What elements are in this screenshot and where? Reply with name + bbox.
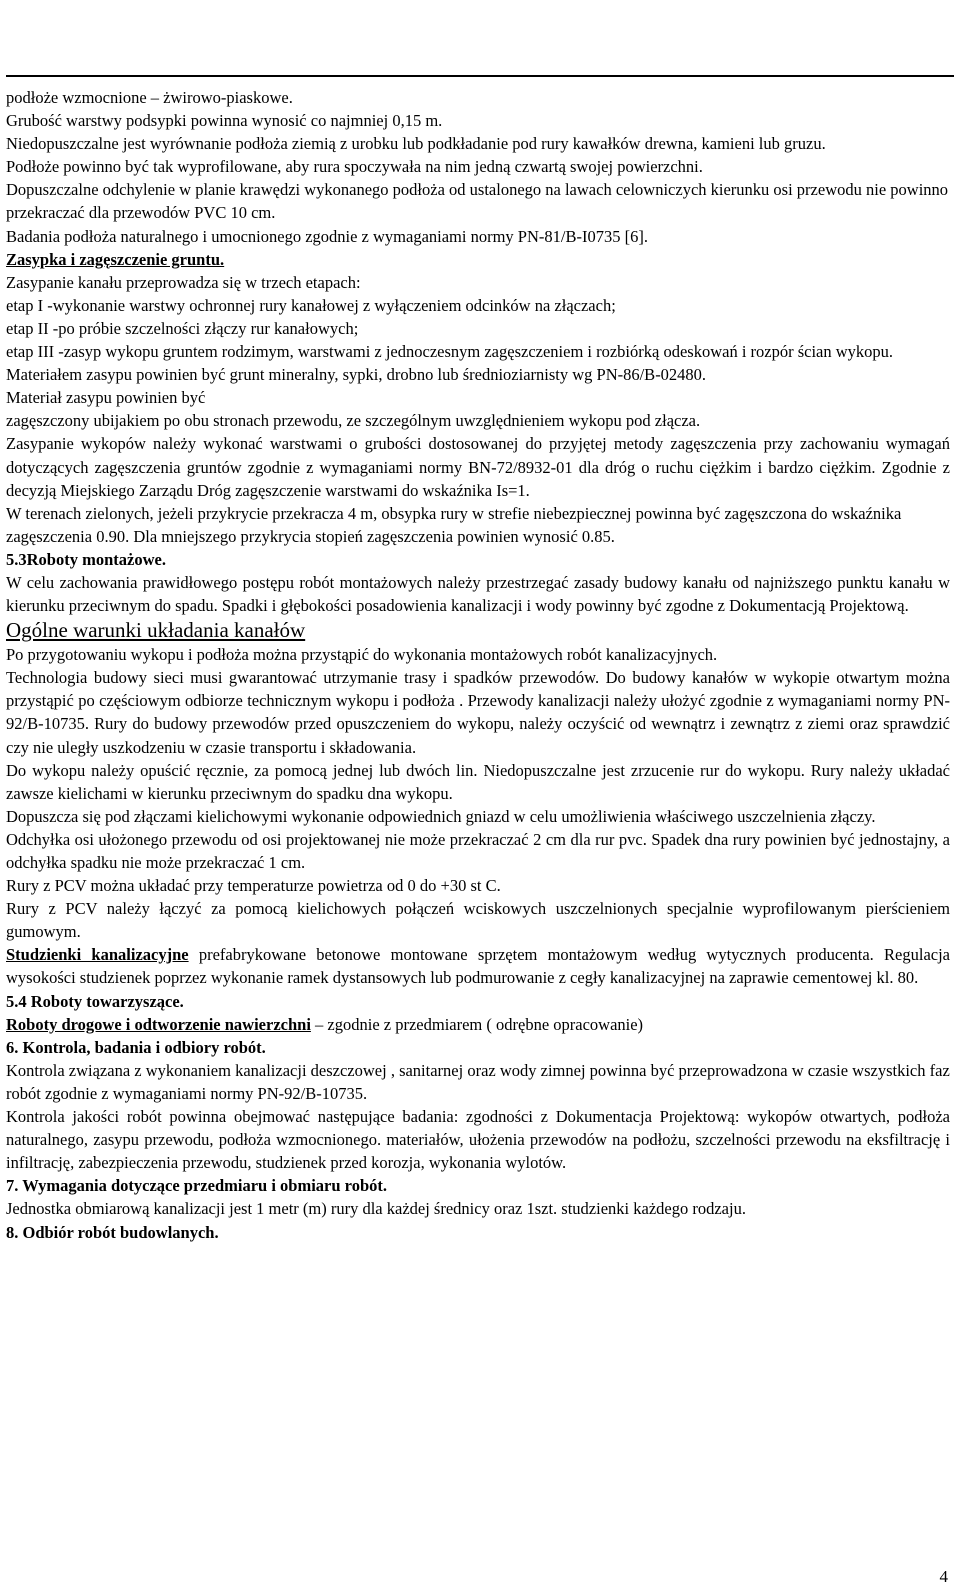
paragraph: Kontrola jakości robót powinna obejmować następujące badania: zgodności z Dokumentacja Projektową: wykopów otwartych, podłoża naturalnego, zasypu przewodu, podłoża wzmocnionego. materiałów, ułożenia przewodów na podłożu, szczelności przewodu na eksfiltrację i infiltrację, zabezpieczenia przewodu, studzienek przed korozja, wykonania wylotów. <box>6 1107 950 1173</box>
roboty-drogowe-text: – zgodnie z przedmiarem ( odrębne opracowanie) <box>310 1014 644 1034</box>
paragraph: W terenach zielonych, jeżeli przykrycie przekracza 4 m, obsypka rury w strefie niebezpiecznej powinna być zagęszczona do wskaźnika zagęszczenia 0.90. Dla mniejszego przykrycia stopień zagęszczenia powinien wynosić 0.85. <box>6 503 902 546</box>
roboty-drogowe-lead: Roboty drogowe i odtworzenie nawierzchni <box>6 1014 311 1034</box>
document-body <box>6 86 950 1244</box>
paragraph: Materiałem zasypu powinien być grunt mineralny, sypki, drobno lub średnioziarnisty wg PN-86/B-02480. <box>6 365 707 385</box>
paragraph-studzienki <box>6 943 950 989</box>
section-heading-5-3: 5.3Roboty montażowe. <box>6 549 166 569</box>
section-heading-7: 7. Wymagania dotyczące przedmiaru i obmiaru robót. <box>6 1176 387 1196</box>
section-heading-zasypka: Zasypka i zagęszczenie gruntu. <box>6 249 225 269</box>
paragraph: Zasypanie wykopów należy wykonać warstwami o grubości dostosowanej do przyjętej metody zagęszczenia przy zachowaniu wymagań dotyczących zagęszczenia gruntów zgodnie z wymaganiami normy BN-72/8932-01 dla dróg o ruchu ciężkim i bardzo ciężkim. Zgodnie z decyzją Miejskiego Zarządu Dróg zagęszczenie warstwami do wskaźnika Is=1. <box>6 434 950 500</box>
paragraph: Podłoże powinno być tak wyprofilowane, aby rura spoczywała na nim jedną czwartą swojej powierzchni. <box>6 157 703 177</box>
paragraph: Odchyłka osi ułożonego przewodu od osi projektowanej nie może przekraczać 2 cm dla rur pvc. Spadek dna rury powinien być jednostajny, a odchyłka spadku nie może przekraczać 1 cm. <box>6 829 950 872</box>
header-line-1: PRZEDSZKOLE NR 19, UL. HARCERSKA 4 W GDYNI <box>285 0 675 19</box>
paragraph-roboty-drogowe <box>6 1013 950 1036</box>
paragraph: Kontrola związana z wykonaniem kanalizacji deszczowej , sanitarnej oraz wody zimnej powinna być przeprowadzona w czasie wszystkich faz robót zgodnie z wymaganiami normy PN-92/B-10735. <box>6 1060 950 1103</box>
header-rule <box>6 75 954 77</box>
studzienki-text: prefabrykowane betonowe montowane sprzętem montażowym według wytycznych producenta. Regulacja wysokości studzienek poprzez wykonanie ramek dystansowych lub podmurowanie z cegły kanalizacyjnej na zaprawie cementowej kl. 80. <box>6 945 950 988</box>
section-heading-6: 6. Kontrola, badania i odbiory robót. <box>6 1037 266 1057</box>
page-number: 4 <box>939 1567 948 1586</box>
paragraph: Do wykopu należy opuścić ręcznie, za pomocą jednej lub dwóch lin. Niedopuszczalne jest zrzucenie rur do wykopu. Rury należy układać zawsze kielichami w kierunku przeciwnym do spadku dna wykopu. <box>6 760 950 803</box>
paragraph: podłoże wzmocnione – żwirowo-piaskowe. <box>6 88 293 107</box>
section-heading-5-4: 5.4 Roboty towarzyszące. <box>6 991 184 1011</box>
paragraph: Zasypanie kanału przeprowadza się w trzech etapach: <box>6 272 361 292</box>
paragraph: Niedopuszczalne jest wyrównanie podłoża ziemią z urobku lub podkładanie pod rury kawałków drewna, kamieni lub gruzu. <box>6 134 826 154</box>
paragraph: Rury z PCV można układać przy temperaturze powietrza od 0 do +30 st C. <box>6 876 501 896</box>
header-line-2: ODPROWADZENIE WÓD OPADOWYCH Z TERENU PRZEDSZKOLA NR 19 W GDYNI <box>169 20 791 39</box>
section-heading-ogolne-warunki: Ogólne warunki układania kanałów <box>6 618 306 643</box>
paragraph: Grubość warstwy podsypki powinna wynosić co najmniej 0,15 m. <box>6 111 443 131</box>
paragraph: etap I -wykonanie warstwy ochronnej rury kanałowej z wyłączeniem odcinków na złączach; <box>6 295 616 315</box>
paragraph: Technologia budowy sieci musi gwarantować utrzymanie trasy i spadków przewodów. Do budowy kanałów w wykopie otwartym można przystąpić po częściowym odbiorze technicznym wykopu i podłoża . Przewody kanalizacji należy ułożyć zgodnie z wymaganiami normy PN-92/B-10735. Rury do budowy przewodów przed opuszczeniem do wykopu, należy oczyścić od wewnątrz i zewnątrz z ziemi oraz sprawdzić czy nie uległy uszkodzeniu w czasie transportu i składowania. <box>6 668 950 757</box>
paragraph: Dopuszczalne odchylenie w planie krawędzi wykonanego podłoża od ustalonego na lawach celowniczych kierunku osi przewodu nie powinno przekraczać dla przewodów PVC 10 cm. <box>6 180 949 223</box>
studzienki-lead: Studzienki kanalizacyjne <box>6 945 189 965</box>
header-line-3: (Rozdział kanalizacji sanitarnej od kanalizacji deszczowej) <box>285 40 675 59</box>
paragraph: Badania podłoża naturalnego i umocnionego zgodnie z wymaganiami normy PN-81/B-I0735 [6]. <box>6 226 648 246</box>
paragraph: Dopuszcza się pod złączami kielichowymi wykonanie odpowiednich gniazd w celu umożliwienia właściwego uszczelnienia złączy. <box>6 806 876 826</box>
paragraph: Materiał zasypu powinien być <box>6 388 206 408</box>
section-heading-8: 8. Odbiór robót budowlanych. <box>6 1222 219 1242</box>
paragraph: Jednostka obmiarową kanalizacji jest 1 metr (m) rury dla każdej średnicy oraz 1szt. studzienki każdego rodzaju. <box>6 1199 746 1219</box>
page-header <box>0 0 960 70</box>
paragraph: etap II -po próbie szczelności złączy rur kanałowych; <box>6 318 359 338</box>
paragraph: zagęszczony ubijakiem po obu stronach przewodu, ze szczególnym uwzględnieniem wykopu pod złącza. <box>6 411 701 431</box>
paragraph: Rury z PCV należy łączyć za pomocą kielichowych połączeń wciskowych uszczelnionych specjalnie wyprofilowanym pierścieniem gumowym. <box>6 899 950 942</box>
paragraph: W celu zachowania prawidłowego postępu robót montażowych należy przestrzegać zasady budowy kanału od najniższego punktu kanału w kierunku przeciwnym do spadu. Spadki i głębokości posadowienia kanalizacji i wody powinny być zgodne z Dokumentacją Projektową. <box>6 572 950 616</box>
paragraph: etap III -zasyp wykopu gruntem rodzimym, warstwami z jednoczesnym zagęszczeniem i rozbiórką odeskowań i rozpór ścian wykopu. <box>6 342 894 362</box>
paragraph: Po przygotowaniu wykopu i podłoża można przystąpić do wykonania montażowych robót kanalizacyjnych. <box>6 645 718 665</box>
